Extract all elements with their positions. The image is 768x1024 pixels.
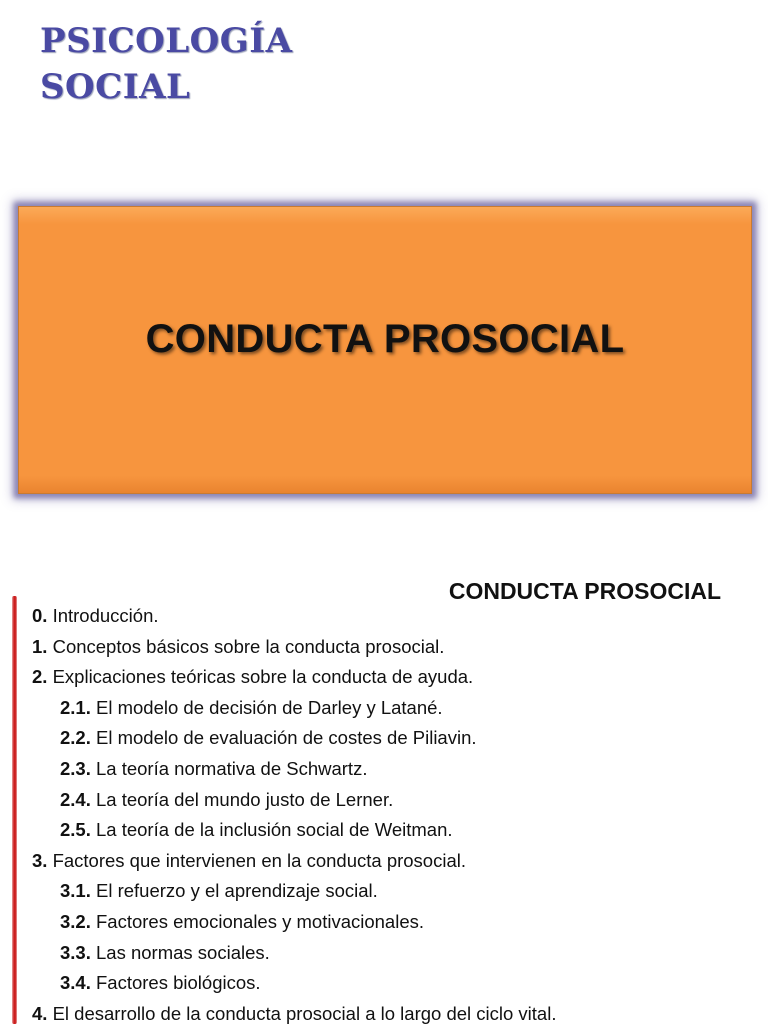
toc-item-number: 3.1.	[60, 880, 91, 902]
toc-item-text: La teoría normativa de Schwartz.	[90, 757, 368, 779]
toc-subitem	[32, 815, 556, 846]
toc-item-text: La teoría de la inclusión social de Weitman.	[90, 819, 453, 841]
toc-item-number: 2.1.	[60, 696, 91, 718]
toc-item-number: 2.5.	[60, 819, 91, 841]
toc-item-text: Conceptos básicos sobre la conducta prosocial.	[47, 635, 445, 657]
toc-item-number: 2.2.	[60, 727, 91, 749]
toc-item-number: 2.	[32, 666, 48, 688]
banner-title: CONDUCTA PROSOCIAL	[145, 316, 625, 361]
toc-item-number: 3.2.	[60, 910, 91, 932]
toc-item	[32, 846, 556, 877]
toc-subitem	[32, 723, 556, 754]
toc-item-text: Las normas sociales.	[90, 941, 270, 963]
toc-item-number: 3.4.	[60, 972, 91, 994]
toc-item-text: La teoría del mundo justo de Lerner.	[90, 788, 394, 810]
toc-item-text: El modelo de evaluación de costes de Piliavin.	[90, 727, 477, 749]
toc-item	[32, 601, 556, 632]
toc-subitem	[32, 907, 556, 938]
toc-item-text: Factores emocionales y motivacionales.	[90, 910, 425, 932]
toc-item	[32, 632, 556, 663]
toc-item-number: 3.3.	[60, 941, 91, 963]
toc-item-text: El desarrollo de la conducta prosocial a lo largo del ciclo vital.	[47, 1002, 557, 1024]
toc-item-text: El refuerzo y el aprendizaje social.	[90, 880, 378, 902]
toc-subitem	[32, 968, 556, 999]
toc-item-number: 4.	[32, 1002, 48, 1024]
toc-item	[32, 999, 556, 1024]
title-line-1: PSICOLOGÍA	[40, 21, 293, 61]
toc-item-number: 3.	[32, 849, 48, 871]
table-of-contents	[32, 601, 556, 1024]
toc-item-number: 0.	[32, 605, 48, 626]
toc-subitem	[32, 693, 556, 724]
document-title	[40, 18, 293, 110]
toc-item-text: El modelo de decisión de Darley y Latané.	[90, 696, 443, 718]
toc-subitem	[32, 938, 556, 969]
toc-item-text: Introducción.	[47, 605, 159, 626]
toc-subitem	[32, 876, 556, 907]
accent-bar	[12, 596, 17, 1024]
toc-item-number: 2.3.	[60, 757, 91, 779]
toc-item-text: Factores biológicos.	[90, 972, 261, 994]
toc-item	[32, 662, 556, 693]
title-banner	[18, 206, 752, 494]
toc-item-number: 2.4.	[60, 788, 91, 810]
toc-item-text: Factores que intervienen en la conducta prosocial.	[47, 849, 466, 871]
toc-item-number: 1.	[32, 635, 48, 657]
toc-item-text: Explicaciones teóricas sobre la conducta de ayuda.	[47, 666, 474, 688]
toc-subitem	[32, 754, 556, 785]
toc-subitem	[32, 785, 556, 816]
title-line-2: SOCIAL	[40, 67, 191, 107]
toc-heading: CONDUCTA PROSOCIAL	[448, 578, 721, 604]
